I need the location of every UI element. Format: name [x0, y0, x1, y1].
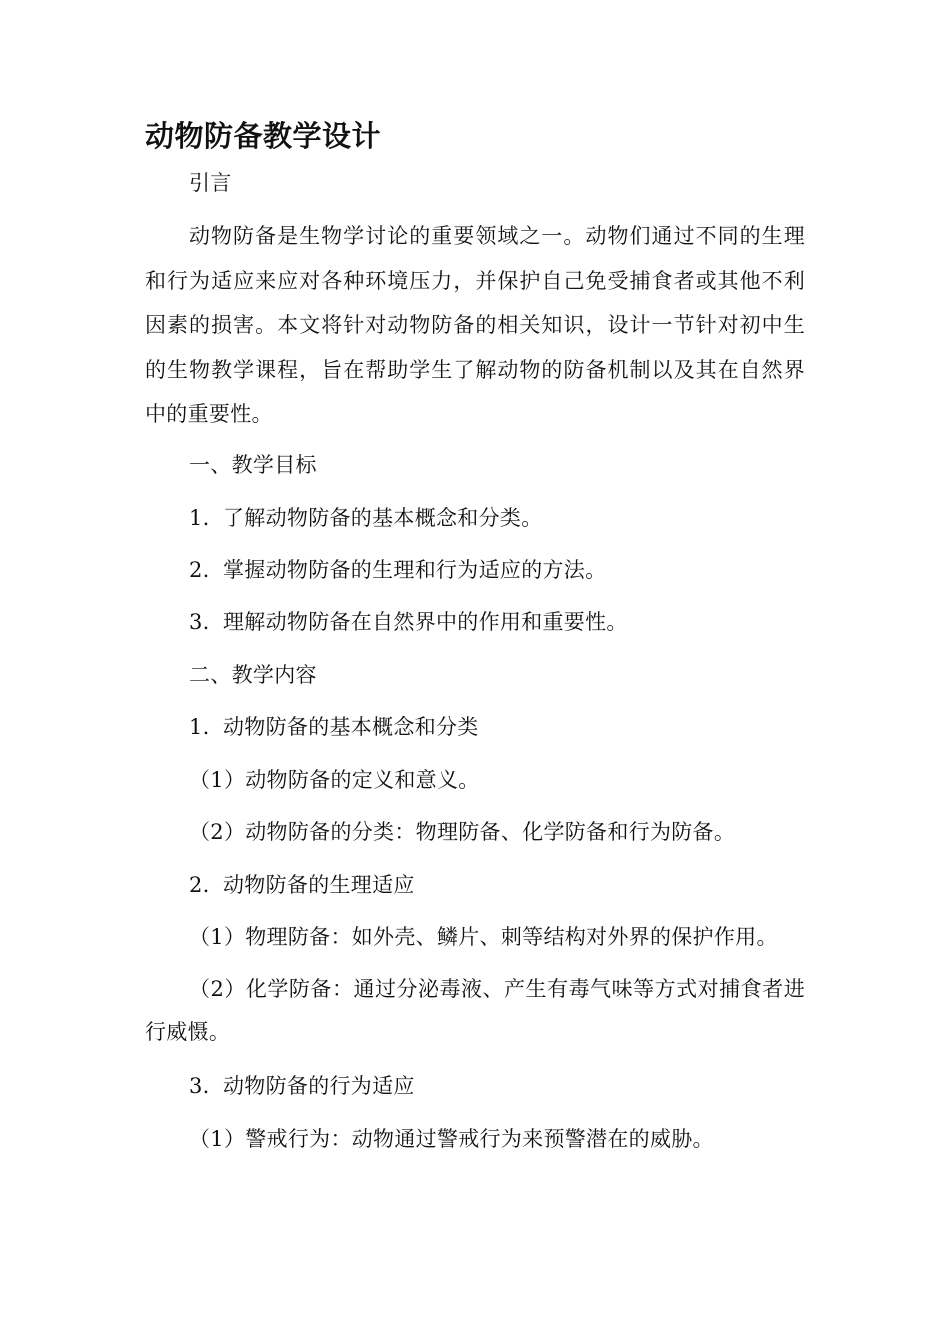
- content-item-wrapped: （2）化学防备：通过分泌毒液、产生有毒气味等方式对捕食者进行威慑。: [145, 977, 805, 1044]
- objective-number: 2.: [189, 558, 210, 582]
- content-subsection-title: [189, 870, 415, 900]
- subsection-text: 动物防备的基本概念和分类: [223, 715, 479, 739]
- subsection-text: 动物防备的行为适应: [223, 1074, 415, 1098]
- subsection-text: 动物防备的生理适应: [223, 873, 415, 897]
- objective-item: [189, 607, 628, 637]
- content-subsection-title: [189, 712, 479, 742]
- intro-paragraph: 动物防备是生物学讨论的重要领域之一。动物们通过不同的生理和行为适应来应对各种环境压力，并保护自己免受捕食者或其他不利因素的损害。本文将针对动物防备的相关知识，设计一节针对初中生的生物教学课程，旨在帮助学生了解动物的防备机制以及其在自然界中的重要性。: [145, 224, 805, 426]
- objective-number: 3.: [189, 610, 210, 634]
- objective-item: [189, 555, 606, 585]
- section-heading-content: 二、教学内容: [189, 663, 317, 687]
- objective-text: 掌握动物防备的生理和行为适应的方法。: [223, 558, 607, 582]
- content-item: （1）动物防备的定义和意义。: [189, 768, 480, 792]
- document-title: 动物防备教学设计: [145, 119, 382, 153]
- section-heading-objectives: 一、教学目标: [189, 453, 317, 477]
- content-item: （1）物理防备：如外壳、鳞片、刺等结构对外界的保护作用。: [189, 925, 778, 949]
- subsection-number: 3.: [189, 1074, 210, 1098]
- intro-heading: 引言: [189, 171, 232, 195]
- content-subsection-title: [189, 1071, 415, 1101]
- subsection-number: 2.: [189, 873, 210, 897]
- content-item: （1）警戒行为：动物通过警戒行为来预警潜在的威胁。: [189, 1127, 714, 1151]
- subsection-number: 1.: [189, 715, 210, 739]
- content-item: （2）动物防备的分类：物理防备、化学防备和行为防备。: [189, 820, 736, 844]
- objective-number: 1.: [189, 506, 210, 530]
- objective-text: 了解动物防备的基本概念和分类。: [223, 506, 543, 530]
- objective-item: [189, 503, 543, 533]
- objective-text: 理解动物防备在自然界中的作用和重要性。: [223, 610, 628, 634]
